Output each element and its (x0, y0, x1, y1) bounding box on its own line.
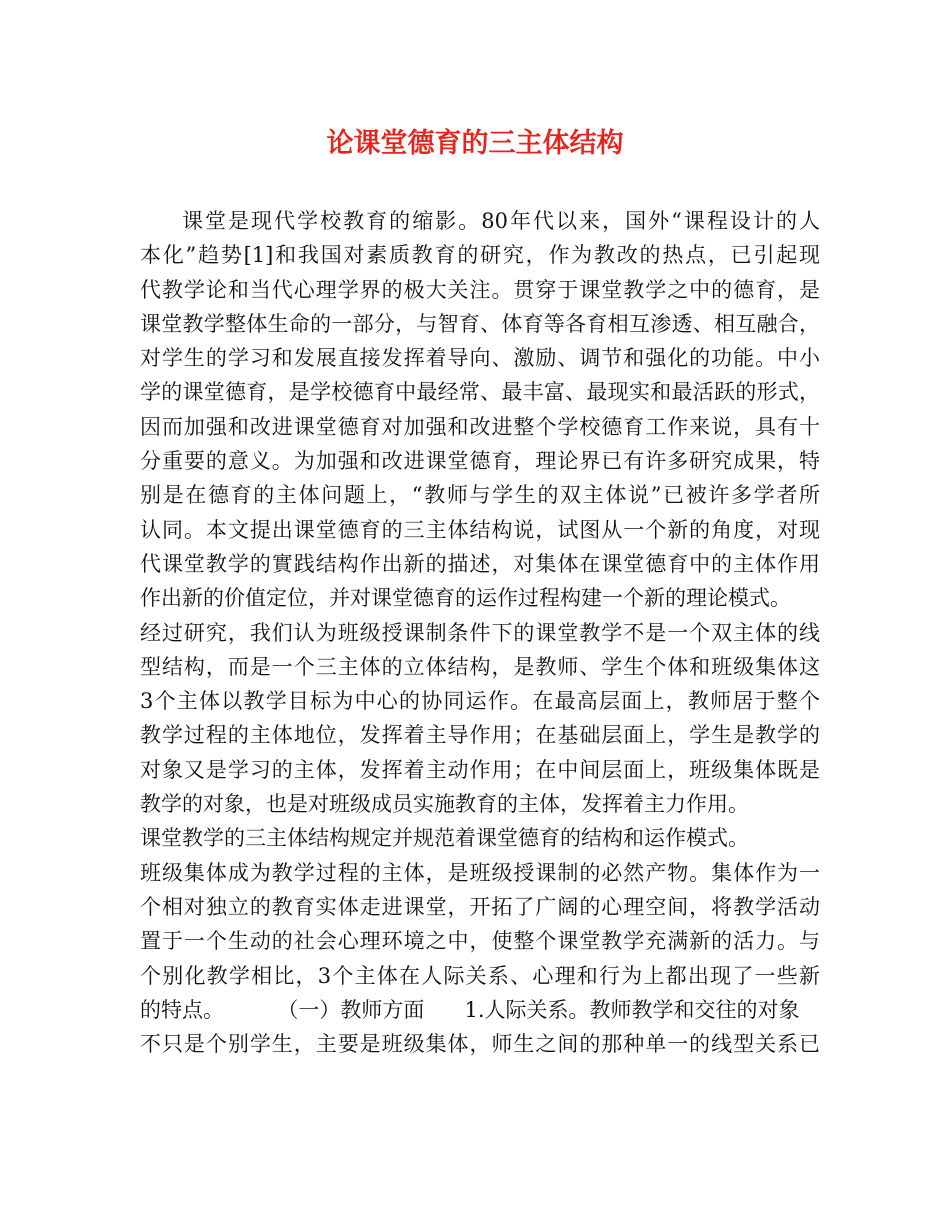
body-line: 因而加强和改进课堂德育对加强和改进整个学校德育工作来说，具有十 (140, 414, 820, 439)
body-line: 对学生的学习和发展直接发挥着导向、激励、调节和强化的功能。中小 (140, 346, 820, 371)
body-line: 教学的对象，也是对班级成员实施教育的主体，发挥着主力作用。 (140, 792, 749, 817)
body-line: 本化”趋势[1]和我国对素质教育的研究，作为教改的热点，已引起现 (140, 243, 820, 268)
body-line: 不只是个别学生，主要是班级集体，师生之间的那种单一的线型关系已 (140, 1032, 820, 1057)
body-line: 课堂是现代学校教育的缩影。80年代以来，国外“课程设计的人 (182, 209, 820, 233)
body-line: 课堂教学的三主体结构规定并规范着课堂德育的结构和运作模式。 (140, 826, 749, 851)
body-line: 的特点。 （一）教师方面 1.人际关系。教师教学和交往的对象 (140, 997, 800, 1022)
body-line: 学的课堂德育，是学校德育中最经常、最丰富、最现实和最活跃的形式， (140, 380, 820, 405)
body-line: 个相对独立的教育实体走进课堂，开拓了广阔的心理空间，将教学活动 (140, 894, 820, 919)
body-line: 代教学论和当代心理学界的极大关注。贯穿于课堂教学之中的德育，是 (140, 277, 820, 302)
body-line: 型结构，而是一个三主体的立体结构，是教师、学生个体和班级集体这 (140, 654, 820, 679)
body-line: 课堂教学整体生命的一部分，与智育、体育等各育相互渗透、相互融合， (140, 311, 820, 336)
document-title: 论课堂德育的三主体结构 (326, 128, 624, 159)
body-line: 班级集体成为教学过程的主体，是班级授课制的必然产物。集体作为一 (140, 860, 820, 885)
body-line: 别是在德育的主体问题上，“教师与学生的双主体说”已被许多学者所 (140, 483, 820, 508)
body-line: 认同。本文提出课堂德育的三主体结构说，试图从一个新的角度，对现 (140, 517, 820, 542)
body-line: 对象又是学习的主体，发挥着主动作用；在中间层面上，班级集体既是 (140, 757, 820, 782)
document-body (140, 204, 820, 1061)
body-line: 经过研究，我们认为班级授课制条件下的课堂教学不是一个双主体的线 (140, 620, 820, 645)
body-line: 置于一个生动的社会心理环境之中，使整个课堂教学充满新的活力。与 (140, 929, 820, 954)
body-line: 代课堂教学的實践结构作出新的描述，对集体在课堂德育中的主体作用 (140, 551, 820, 576)
body-line: 个别化教学相比，3个主体在人际关系、心理和行为上都出现了一些新 (140, 963, 820, 988)
body-line: 教学过程的主体地位，发挥着主导作用；在基础层面上，学生是教学的 (140, 723, 820, 748)
body-line: 分重要的意义。为加强和改进课堂德育，理论界已有许多研究成果，特 (140, 449, 820, 474)
body-line: 3个主体以教学目标为中心的协同运作。在最高层面上，教师居于整个 (140, 689, 820, 714)
body-line: 作出新的价值定位，并对课堂德育的运作过程构建一个新的理论模式。 (140, 586, 791, 611)
